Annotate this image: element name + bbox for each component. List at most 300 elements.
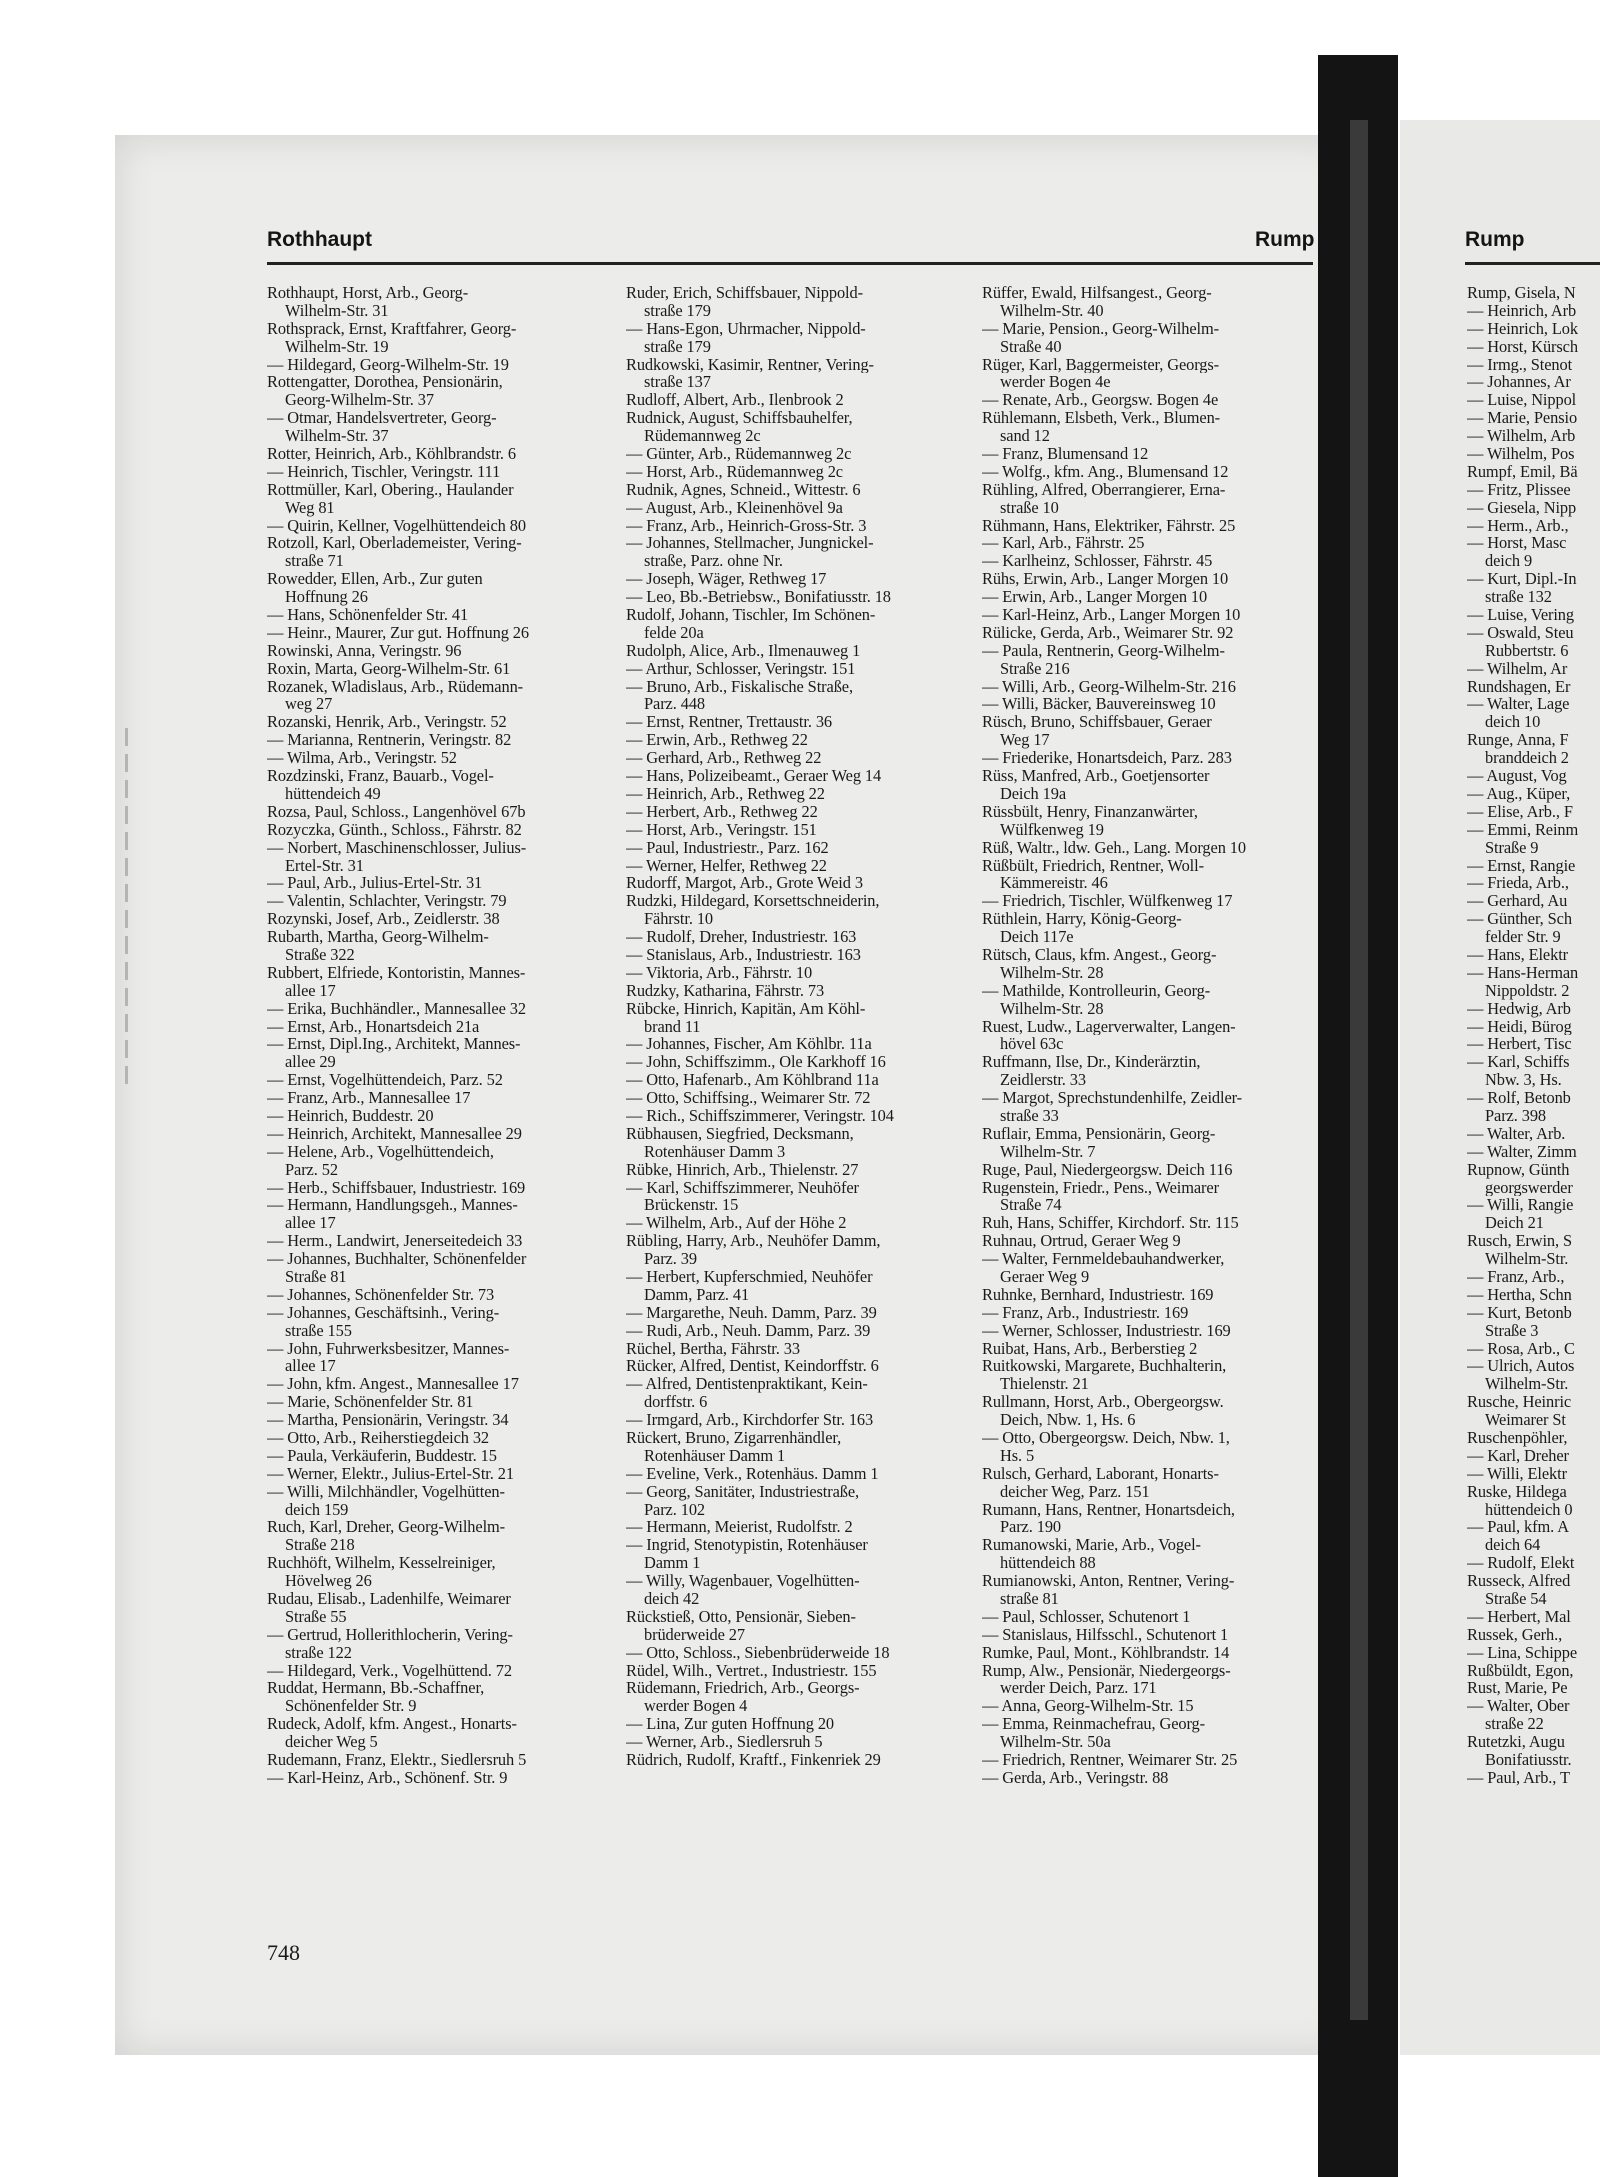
directory-entry-line: Russeck, Alfred xyxy=(1467,1572,1571,1591)
directory-entry-line: Wülfkenweg 19 xyxy=(1000,820,1104,839)
directory-entry-line: — Eveline, Verk., Rotenhäus. Damm 1 xyxy=(626,1464,879,1483)
directory-entry-line: — Ernst, Dipl.Ing., Architekt, Mannes- xyxy=(267,1035,521,1054)
directory-entry-line: Deich 117e xyxy=(1000,928,1074,946)
directory-entry-line: — Ernst, Arb., Honartsdeich 21a xyxy=(267,1017,480,1036)
directory-entry-line: — Horst, Masc xyxy=(1467,534,1567,553)
directory-entry-line: straße 155 xyxy=(285,1321,352,1340)
directory-entry-line: — Hans-Herman xyxy=(1467,963,1579,982)
directory-entry-line: — Hans, Schönenfelder Str. 41 xyxy=(267,606,469,624)
directory-entry-line: Wilhelm-Str. 28 xyxy=(1000,999,1104,1018)
directory-entry-line: Rüss, Manfred, Arb., Goetjensorter xyxy=(982,767,1210,785)
directory-entry-line: Georg-Wilhelm-Str. 37 xyxy=(285,391,434,410)
directory-entry-line: — Herbert, Tisc xyxy=(1467,1035,1572,1054)
directory-entry-line: — Johannes, Schönenfelder Str. 73 xyxy=(267,1285,495,1304)
page-number: 748 xyxy=(267,1940,300,1965)
directory-entry-line: straße 10 xyxy=(1000,498,1059,517)
directory-entry-line: — Arthur, Schlosser, Veringstr. 151 xyxy=(626,659,856,678)
directory-entry-line: — Giesela, Nipp xyxy=(1467,498,1577,517)
directory-entry-line: werder Bogen 4e xyxy=(1000,373,1111,392)
directory-entry-line: Hoffnung 26 xyxy=(285,588,368,607)
directory-entry-line: Wilhelm-Str. 28 xyxy=(1000,963,1104,982)
directory-entry-line: Rüffer, Ewald, Hilfsangest., Georg- xyxy=(982,284,1212,302)
directory-entry-line: — Ernst, Vogelhüttendeich, Parz. 52 xyxy=(267,1071,503,1090)
directory-entry-line: Rubbertstr. 6 xyxy=(1485,641,1569,660)
directory-entry-line: Rüdemann, Friedrich, Arb., Georgs- xyxy=(626,1679,860,1698)
directory-entry-line: straße 179 xyxy=(644,301,711,320)
directory-entry-line: — Otto, Schiffsing., Weimarer Str. 72 xyxy=(626,1089,871,1107)
directory-entry-line: Rumann, Hans, Rentner, Honartsdeich, xyxy=(982,1500,1235,1519)
directory-entry-line: — Rudi, Arb., Neuh. Damm, Parz. 39 xyxy=(626,1321,871,1340)
directory-entry-line: Rußbüldt, Egon, xyxy=(1467,1661,1574,1680)
directory-entry-line: Hs. 5 xyxy=(1000,1446,1035,1465)
directory-entry-line: Straße 3 xyxy=(1485,1321,1539,1340)
directory-entry-line: Rotenhäuser Damm 1 xyxy=(644,1446,786,1465)
directory-entry-line: — Willi, Arb., Georg-Wilhelm-Str. 216 xyxy=(982,677,1236,696)
directory-entry-line: — Paul, kfm. A xyxy=(1467,1518,1569,1537)
directory-entry-line: Rudnick, August, Schiffsbauhelfer, xyxy=(626,409,853,428)
directory-entry-line: — Heinr., Maurer, Zur gut. Hoffnung 26 xyxy=(267,623,529,642)
directory-entry-line: — Otmar, Handelsvertreter, Georg- xyxy=(267,409,497,428)
directory-entry-line: Rudloff, Albert, Arb., Ilenbrook 2 xyxy=(626,391,844,410)
directory-entry-line: — Horst, Arb., Veringstr. 151 xyxy=(626,820,817,839)
directory-entry-line: straße 137 xyxy=(644,373,711,392)
directory-entry-line: — Franz, Arb., Mannesallee 17 xyxy=(267,1089,471,1107)
directory-entry-line: — Renate, Arb., Georgsw. Bogen 4e xyxy=(982,391,1219,410)
directory-entry-line: — Paul, Arb., Julius-Ertel-Str. 31 xyxy=(267,874,483,893)
directory-column-3 xyxy=(982,284,1318,1787)
directory-entry-line: Rüthlein, Harry, König-Georg- xyxy=(982,910,1182,929)
directory-entry-line: deich 159 xyxy=(285,1500,349,1519)
directory-entry-line: Parz. 39 xyxy=(644,1250,697,1268)
directory-entry-line: — Johannes, Stellmacher, Jungnickel- xyxy=(626,534,874,553)
directory-entry-line: werder Deich, Parz. 171 xyxy=(1000,1679,1157,1698)
directory-entry-line: Rozsa, Paul, Schloss., Langenhövel 67b xyxy=(267,802,526,821)
directory-entry-line: — Marie, Pension., Georg-Wilhelm- xyxy=(982,319,1219,338)
directory-entry-line: Ruge, Paul, Niedergeorgsw. Deich 116 xyxy=(982,1160,1233,1179)
directory-entry-line: Rüchel, Bertha, Fährstr. 33 xyxy=(626,1339,800,1358)
directory-entry-line: — Marie, Pensio xyxy=(1467,409,1578,428)
directory-entry-line: Straße 9 xyxy=(1485,838,1539,857)
directory-entry-line: — Paul, Schlosser, Schutenort 1 xyxy=(982,1607,1191,1626)
directory-entry-line: — Gertrud, Hollerithlocherin, Vering- xyxy=(267,1625,513,1644)
directory-entry-line: — Herm., Landwirt, Jenerseitedeich 33 xyxy=(267,1232,523,1251)
directory-entry-line: — Gerhard, Au xyxy=(1467,892,1568,911)
directory-entry-line: — Erwin, Arb., Langer Morgen 10 xyxy=(982,588,1208,607)
directory-entry-line: — Hans, Polizeibeamt., Geraer Weg 14 xyxy=(626,767,882,785)
directory-entry-line: straße 22 xyxy=(1485,1715,1544,1734)
directory-entry-line: Ruder, Erich, Schiffsbauer, Nippold- xyxy=(626,284,863,302)
directory-entry-line: Rüsch, Bruno, Schiffsbauer, Geraer xyxy=(982,713,1212,732)
directory-entry-line: — Günther, Sch xyxy=(1467,910,1572,929)
directory-entry-line: — Wilhelm, Arb., Auf der Höhe 2 xyxy=(626,1214,847,1233)
directory-entry-line: allee 17 xyxy=(285,981,336,1000)
directory-entry-line: — Luise, Vering xyxy=(1467,606,1574,624)
directory-entry-line: Straße 322 xyxy=(285,945,355,964)
directory-entry-line: — Werner, Arb., Siedlersruh 5 xyxy=(626,1733,823,1752)
directory-entry-line: Damm, Parz. 41 xyxy=(644,1285,750,1304)
directory-entry-line: Straße 74 xyxy=(1000,1196,1062,1215)
directory-entry-line: Wilhelm-Str. xyxy=(1485,1375,1569,1394)
directory-entry-line: Parz. 102 xyxy=(644,1500,706,1519)
directory-entry-line: — Wilma, Arb., Veringstr. 52 xyxy=(267,749,457,768)
directory-entry-line: Rühs, Erwin, Arb., Langer Morgen 10 xyxy=(982,570,1229,589)
directory-entry-line: Rozanski, Henrik, Arb., Veringstr. 52 xyxy=(267,713,507,732)
directory-column-adjacent xyxy=(1467,284,1600,1787)
directory-entry-line: — Herbert, Kupferschmied, Neuhöfer xyxy=(626,1267,873,1286)
directory-entry-line: Rusche, Heinric xyxy=(1467,1393,1572,1412)
directory-entry-line: Rudzki, Hildegard, Korsettschneiderin, xyxy=(626,892,880,911)
directory-entry-line: — Ernst, Rangie xyxy=(1467,856,1576,875)
directory-entry-line: Rutetzki, Augu xyxy=(1467,1733,1565,1752)
directory-entry-line: — Bruno, Arb., Fiskalische Straße, xyxy=(626,677,853,696)
directory-entry-line: Rüdrich, Rudolf, Kraftf., Finkenriek 29 xyxy=(626,1751,881,1769)
adjacent-header-rule xyxy=(1465,262,1600,265)
directory-entry-line: Weimarer St xyxy=(1485,1411,1566,1429)
directory-entry-line: — Wilhelm, Ar xyxy=(1467,659,1568,678)
directory-entry-line: brüderweide 27 xyxy=(644,1625,746,1644)
directory-entry-line: Zeidlerstr. 33 xyxy=(1000,1071,1086,1090)
directory-entry-line: — Otto, Schloss., Siebenbrüderweide 18 xyxy=(626,1643,890,1662)
directory-entry-line: deich 9 xyxy=(1485,552,1533,571)
directory-entry-line: — Hermann, Meierist, Rudolfstr. 2 xyxy=(626,1518,853,1537)
directory-entry-line: Rudau, Elisab., Ladenhilfe, Weimarer xyxy=(267,1590,511,1608)
directory-entry-line: — Rudolf, Dreher, Industriestr. 163 xyxy=(626,928,857,946)
directory-entry-line: Nbw. 3, Hs. xyxy=(1485,1071,1562,1090)
directory-entry-line: — Friedrich, Rentner, Weimarer Str. 25 xyxy=(982,1751,1238,1769)
directory-entry-line: branddeich 2 xyxy=(1485,749,1569,768)
directory-entry-line: Straße 81 xyxy=(285,1267,347,1286)
directory-entry-line: felde 20a xyxy=(644,623,704,642)
directory-entry-line: Rotzoll, Karl, Oberlademeister, Vering- xyxy=(267,534,522,553)
directory-entry-line: deicher Weg 5 xyxy=(285,1733,378,1752)
header-rule xyxy=(267,262,1313,265)
directory-entry-line: — August, Arb., Kleinenhövel 9a xyxy=(626,498,843,517)
directory-entry-line: Rusch, Erwin, S xyxy=(1467,1232,1573,1251)
directory-entry-line: Wilhelm-Str. 40 xyxy=(1000,301,1104,320)
directory-entry-line: Weg 81 xyxy=(285,498,335,517)
directory-entry-line: Straße 216 xyxy=(1000,659,1070,678)
directory-entry-line: Rothhaupt, Horst, Arb., Georg- xyxy=(267,284,469,302)
directory-entry-line: — Oswald, Steu xyxy=(1467,623,1574,642)
directory-entry-line: Ruh, Hans, Schiffer, Kirchdorf. Str. 115 xyxy=(982,1214,1239,1233)
directory-entry-line: — Werner, Schlosser, Industriestr. 169 xyxy=(982,1321,1231,1340)
directory-entry-line: — Margarethe, Neuh. Damm, Parz. 39 xyxy=(626,1303,877,1322)
directory-entry-line: — Heinrich, Lok xyxy=(1467,319,1578,338)
directory-entry-line: — Rosa, Arb., C xyxy=(1467,1339,1575,1358)
directory-entry-line: — Willy, Wagenbauer, Vogelhütten- xyxy=(626,1572,860,1591)
directory-entry-line: — Otto, Arb., Reiherstiegdeich 32 xyxy=(267,1429,490,1447)
directory-entry-line: Parz. 448 xyxy=(644,695,706,714)
directory-entry-line: Rowinski, Anna, Veringstr. 96 xyxy=(267,641,462,660)
directory-entry-line: hüttendeich 88 xyxy=(1000,1554,1096,1573)
directory-entry-line: straße, Parz. ohne Nr. xyxy=(644,552,783,571)
directory-entry-line: Rumke, Paul, Mont., Köhlbrandstr. 14 xyxy=(982,1643,1230,1662)
directory-entry-line: Damm 1 xyxy=(644,1554,701,1573)
directory-entry-line: Ruflair, Emma, Pensionärin, Georg- xyxy=(982,1124,1216,1143)
directory-entry-line: Rump, Alw., Pensionär, Niedergeorgs- xyxy=(982,1661,1231,1680)
directory-entry-line: Rump, Gisela, N xyxy=(1467,284,1576,302)
directory-entry-line: straße 122 xyxy=(285,1643,352,1662)
directory-entry-line: — Stanislaus, Hilfsschl., Schutenort 1 xyxy=(982,1625,1229,1644)
directory-entry-line: Roxin, Marta, Georg-Wilhelm-Str. 61 xyxy=(267,659,511,678)
directory-entry-line: — Lina, Schippe xyxy=(1467,1643,1578,1662)
directory-entry-line: Ruch, Karl, Dreher, Georg-Wilhelm- xyxy=(267,1518,506,1537)
directory-entry-line: Rücker, Alfred, Dentist, Keindorffstr. 6 xyxy=(626,1357,879,1376)
directory-entry-line: Rupnow, Günth xyxy=(1467,1160,1570,1179)
directory-entry-line: Rumpf, Emil, Bä xyxy=(1467,462,1578,481)
directory-entry-line: Brückenstr. 15 xyxy=(644,1196,739,1215)
directory-entry-line: Ruchhöft, Wilhelm, Kesselreiniger, xyxy=(267,1554,496,1573)
directory-entry-line: Bonifatiusstr. xyxy=(1485,1751,1572,1769)
directory-entry-line: Rozdzinski, Franz, Bauarb., Vogel- xyxy=(267,767,494,785)
directory-entry-line: Rubbert, Elfriede, Kontoristin, Mannes- xyxy=(267,963,526,982)
directory-entry-line: — Walter, Zimm xyxy=(1467,1142,1577,1161)
directory-entry-line: — Johannes, Ar xyxy=(1467,373,1571,392)
directory-entry-line: — Günter, Arb., Rüdemannweg 2c xyxy=(626,445,852,463)
directory-entry-line: — Johannes, Fischer, Am Köhlbr. 11a xyxy=(626,1035,872,1054)
directory-entry-line: Wilhelm-Str. 37 xyxy=(285,427,389,446)
directory-entry-line: Geraer Weg 9 xyxy=(1000,1267,1090,1286)
directory-entry-line: dorffstr. 6 xyxy=(644,1393,708,1412)
directory-entry-line: — Franz, Arb., Industriestr. 169 xyxy=(982,1303,1189,1322)
directory-entry-line: — Karl-Heinz, Arb., Langer Morgen 10 xyxy=(982,606,1241,624)
directory-entry-line: — August, Vog xyxy=(1467,767,1567,785)
directory-entry-line: Schönenfelder Str. 9 xyxy=(285,1697,417,1716)
directory-entry-line: Rust, Marie, Pe xyxy=(1467,1679,1568,1698)
directory-entry-line: Ruschenpöhler, xyxy=(1467,1429,1568,1447)
directory-entry-line: — Heinrich, Architekt, Mannesallee 29 xyxy=(267,1124,522,1143)
directory-entry-line: — Karl, Schiffszimmerer, Neuhöfer xyxy=(626,1178,859,1197)
directory-entry-line: — Frieda, Arb., xyxy=(1467,874,1569,893)
directory-entry-line: — Fritz, Plissee xyxy=(1467,480,1571,499)
directory-entry-line: Rudkowski, Kasimir, Rentner, Vering- xyxy=(626,355,874,374)
directory-entry-line: Wilhelm-Str. 50a xyxy=(1000,1733,1111,1752)
directory-entry-line: — Karl, Arb., Fährstr. 25 xyxy=(982,534,1145,553)
directory-entry-line: — Georg, Sanitäter, Industriestraße, xyxy=(626,1482,860,1501)
directory-entry-line: — Johannes, Geschäftsinh., Vering- xyxy=(267,1303,500,1322)
directory-entry-line: Ruske, Hildega xyxy=(1467,1482,1567,1501)
directory-entry-line: — Karl, Dreher xyxy=(1467,1446,1569,1465)
directory-entry-line: — Wilhelm, Arb xyxy=(1467,427,1576,446)
directory-entry-line: Rudemann, Franz, Elektr., Siedlersruh 5 xyxy=(267,1751,527,1769)
directory-entry-line: Rübhausen, Siegfried, Decksmann, xyxy=(626,1124,854,1143)
directory-entry-line: — Hans-Egon, Uhrmacher, Nippold- xyxy=(626,319,866,338)
directory-entry-line: — Walter, Ober xyxy=(1467,1697,1570,1716)
directory-entry-line: Rotter, Heinrich, Arb., Köhlbrandstr. 6 xyxy=(267,445,517,463)
directory-entry-line: hövel 63c xyxy=(1000,1035,1064,1054)
directory-entry-line: georgswerder xyxy=(1485,1178,1573,1197)
directory-entry-line: Nippoldstr. 2 xyxy=(1485,981,1570,1000)
directory-entry-line: Deich 19a xyxy=(1000,784,1066,803)
directory-entry-line: — Irmgard, Arb., Kirchdorfer Str. 163 xyxy=(626,1411,874,1429)
directory-entry-line: Rudorff, Margot, Arb., Grote Weid 3 xyxy=(626,874,863,893)
directory-entry-line: — Marie, Schönenfelder Str. 81 xyxy=(267,1393,474,1412)
directory-entry-line: Rozynski, Josef, Arb., Zeidlerstr. 38 xyxy=(267,910,500,929)
directory-entry-line: Wilhelm-Str. 19 xyxy=(285,337,389,356)
directory-entry-line: — Willi, Rangie xyxy=(1467,1196,1574,1215)
directory-entry-line: — Hildegard, Georg-Wilhelm-Str. 19 xyxy=(267,355,509,374)
directory-entry-line: Rudolph, Alice, Arb., Ilmenauweg 1 xyxy=(626,641,861,660)
directory-column-2 xyxy=(626,284,960,1769)
directory-entry-line: — Emma, Reinmachefrau, Georg- xyxy=(982,1715,1205,1734)
directory-entry-line: sand 12 xyxy=(1000,427,1050,446)
directory-entry-line: Weg 17 xyxy=(1000,731,1050,750)
directory-entry-line: Runge, Anna, F xyxy=(1467,731,1569,750)
directory-entry-line: — Rudolf, Elekt xyxy=(1467,1554,1575,1573)
directory-entry-line: Rullmann, Horst, Arb., Obergeorgsw. xyxy=(982,1393,1224,1412)
directory-entry-line: — Kurt, Betonb xyxy=(1467,1303,1572,1322)
directory-entry-line: Rottmüller, Karl, Obering., Haulander xyxy=(267,480,514,499)
directory-entry-line: — Walter, Arb. xyxy=(1467,1124,1566,1143)
directory-entry-line: — Gerhard, Arb., Rethweg 22 xyxy=(626,749,822,768)
directory-entry-line: — Aug., Küper, xyxy=(1467,784,1571,803)
directory-entry-line: — Otto, Obergeorgsw. Deich, Nbw. 1, xyxy=(982,1429,1230,1447)
directory-entry-line: Rübcke, Hinrich, Kapitän, Am Köhl- xyxy=(626,999,866,1018)
directory-entry-line: Rumianowski, Anton, Rentner, Vering- xyxy=(982,1572,1235,1591)
directory-entry-line: deich 64 xyxy=(1485,1536,1541,1555)
directory-entry-line: Ertel-Str. 31 xyxy=(285,856,364,875)
directory-entry-line: weg 27 xyxy=(285,695,333,714)
directory-entry-line: Straße 54 xyxy=(1485,1590,1547,1608)
directory-entry-line: Rudnik, Agnes, Schneid., Wittestr. 6 xyxy=(626,480,861,499)
directory-entry-line: — Hedwig, Arb xyxy=(1467,999,1571,1018)
directory-entry-line: Rozanek, Wladislaus, Arb., Rüdemann- xyxy=(267,677,524,696)
directory-entry-line: — Heinrich, Arb., Rethweg 22 xyxy=(626,784,825,803)
directory-entry-line: — Willi, Bäcker, Bauvereinsweg 10 xyxy=(982,695,1216,714)
adjacent-page-header: Rump xyxy=(1465,228,1525,251)
directory-entry-line: Rütsch, Claus, kfm. Angest., Georg- xyxy=(982,945,1217,964)
running-header-left: Rothhaupt xyxy=(267,228,372,251)
directory-entry-line: — Horst, Kürsch xyxy=(1467,337,1578,356)
directory-entry-line: Ruhnau, Ortrud, Geraer Weg 9 xyxy=(982,1232,1181,1251)
directory-entry-line: — Friedrich, Tischler, Wülfkenweg 17 xyxy=(982,892,1233,911)
directory-entry-line: straße 132 xyxy=(1485,588,1552,607)
directory-entry-line: Fährstr. 10 xyxy=(644,910,714,929)
directory-entry-line: Rühling, Alfred, Oberrangierer, Erna- xyxy=(982,480,1226,499)
directory-entry-line: — Karlheinz, Schlosser, Fährstr. 45 xyxy=(982,552,1213,571)
directory-entry-line: hüttendeich 0 xyxy=(1485,1500,1573,1519)
directory-entry-line: — Valentin, Schlachter, Veringstr. 79 xyxy=(267,892,507,911)
directory-entry-line: Rugenstein, Friedr., Pens., Weimarer xyxy=(982,1178,1219,1197)
directory-entry-line: — Mathilde, Kontrolleurin, Georg- xyxy=(982,981,1211,1000)
directory-entry-line: — Herb., Schiffsbauer, Industriestr. 169 xyxy=(267,1178,526,1197)
directory-entry-line: felder Str. 9 xyxy=(1485,928,1561,946)
directory-entry-line: Rüßbült, Friedrich, Rentner, Woll- xyxy=(982,856,1204,875)
directory-entry-line: Rüdel, Wilh., Vertret., Industriestr. 155 xyxy=(626,1661,877,1680)
directory-entry-line: Rottengatter, Dorothea, Pensionärin, xyxy=(267,373,503,392)
directory-entry-line: — Heinrich, Tischler, Veringstr. 111 xyxy=(267,462,501,481)
directory-entry-line: — Herbert, Arb., Rethweg 22 xyxy=(626,802,818,821)
directory-entry-line: Rudeck, Adolf, kfm. Angest., Honarts- xyxy=(267,1715,517,1734)
directory-entry-line: Parz. 52 xyxy=(285,1160,338,1179)
directory-column-1 xyxy=(267,284,600,1787)
directory-entry-line: Rubarth, Martha, Georg-Wilhelm- xyxy=(267,928,489,946)
directory-entry-line: Rumanowski, Marie, Arb., Vogel- xyxy=(982,1536,1201,1555)
directory-entry-line: werder Bogen 4 xyxy=(644,1697,748,1716)
directory-entry-line: — Margot, Sprechstundenhilfe, Zeidler- xyxy=(982,1089,1243,1107)
directory-entry-line: Rühlemann, Elsbeth, Verk., Blumen- xyxy=(982,409,1221,428)
directory-entry-line: straße 179 xyxy=(644,337,711,356)
directory-entry-line: Ruitkowski, Margarete, Buchhalterin, xyxy=(982,1357,1227,1376)
directory-entry-line: — Franz, Arb., xyxy=(1467,1267,1565,1286)
directory-entry-line: — Kurt, Dipl.-In xyxy=(1467,570,1577,589)
directory-entry-line: — John, Schiffszimm., Ole Karkhoff 16 xyxy=(626,1053,886,1072)
directory-entry-line: Rudolf, Johann, Tischler, Im Schönen- xyxy=(626,606,876,624)
directory-entry-line: Rübling, Harry, Arb., Neuhöfer Damm, xyxy=(626,1232,881,1251)
directory-entry-line: — Karl, Schiffs xyxy=(1467,1053,1570,1072)
directory-entry-line: Rothsprack, Ernst, Kraftfahrer, Georg- xyxy=(267,319,517,338)
directory-entry-line: allee 29 xyxy=(285,1053,336,1072)
directory-entry-line: — Heinrich, Arb xyxy=(1467,301,1577,320)
directory-entry-line: — Franz, Arb., Heinrich-Gross-Str. 3 xyxy=(626,516,867,535)
directory-entry-line: hüttendeich 49 xyxy=(285,784,381,803)
directory-entry-line: — Leo, Bb.-Betriebsw., Bonifatiusstr. 18 xyxy=(626,588,891,607)
directory-entry-line: — Erika, Buchhändler., Mannesallee 32 xyxy=(267,999,526,1018)
directory-entry-line: Rudzky, Katharina, Fährstr. 73 xyxy=(626,981,825,1000)
directory-entry-line: deicher Weg, Parz. 151 xyxy=(1000,1482,1150,1501)
directory-entry-line: Hövelweg 26 xyxy=(285,1572,372,1591)
directory-entry-line: Kämmereistr. 46 xyxy=(1000,874,1108,893)
directory-entry-line: — Ingrid, Stenotypistin, Rotenhäuser xyxy=(626,1536,868,1555)
directory-entry-line: — Hertha, Schn xyxy=(1467,1285,1572,1304)
directory-entry-line: — Gerda, Arb., Veringstr. 88 xyxy=(982,1768,1169,1787)
directory-entry-line: Rüssbült, Henry, Finanzanwärter, xyxy=(982,802,1198,821)
directory-entry-line: — Paula, Verkäuferin, Buddestr. 15 xyxy=(267,1446,497,1465)
directory-entry-line: — Hans, Elektr xyxy=(1467,945,1569,964)
directory-entry-line: Straße 218 xyxy=(285,1536,355,1555)
directory-entry-line: — Ernst, Rentner, Trettaustr. 36 xyxy=(626,713,833,732)
directory-entry-line: — Luise, Nippol xyxy=(1467,391,1577,410)
directory-entry-line: Deich, Nbw. 1, Hs. 6 xyxy=(1000,1411,1136,1429)
directory-entry-line: — Rich., Schiffszimmerer, Veringstr. 104 xyxy=(626,1106,894,1125)
directory-entry-line: — Walter, Lage xyxy=(1467,695,1570,714)
directory-entry-line: Rundshagen, Er xyxy=(1467,677,1571,696)
directory-entry-line: Ruffmann, Ilse, Dr., Kinderärztin, xyxy=(982,1053,1201,1072)
directory-entry-line: — John, Fuhrwerksbesitzer, Mannes- xyxy=(267,1339,510,1358)
directory-entry-line: — Heinrich, Buddestr. 20 xyxy=(267,1106,434,1125)
directory-entry-line: — Martha, Pensionärin, Veringstr. 34 xyxy=(267,1411,509,1429)
directory-entry-line: — Werner, Helfer, Rethweg 22 xyxy=(626,856,827,875)
directory-entry-line: Ruddat, Hermann, Bb.-Schaffner, xyxy=(267,1679,485,1698)
directory-entry-line: Ruhnke, Bernhard, Industriestr. 169 xyxy=(982,1285,1214,1304)
directory-entry-line: Rozyczka, Günth., Schloss., Fährstr. 82 xyxy=(267,820,522,839)
directory-entry-line: — Horst, Arb., Rüdemannweg 2c xyxy=(626,462,843,481)
directory-entry-line: — Erwin, Arb., Rethweg 22 xyxy=(626,731,808,750)
directory-entry-line: deich 10 xyxy=(1485,713,1541,732)
directory-entry-line: — Rolf, Betonb xyxy=(1467,1089,1571,1107)
directory-entry-line: — Wolfg., kfm. Ang., Blumensand 12 xyxy=(982,462,1229,481)
directory-entry-line: — Anna, Georg-Wilhelm-Str. 15 xyxy=(982,1697,1194,1716)
directory-entry-line: Rüß, Waltr., ldw. Geh., Lang. Morgen 10 xyxy=(982,838,1246,857)
directory-entry-line: — Stanislaus, Arb., Industriestr. 163 xyxy=(626,945,861,964)
directory-entry-line: — Willi, Milchhändler, Vogelhütten- xyxy=(267,1482,505,1501)
directory-entry-line: Rückert, Bruno, Zigarrenhändler, xyxy=(626,1429,842,1447)
directory-entry-line: — Heidi, Bürog xyxy=(1467,1017,1572,1036)
directory-entry-line: — Paula, Rentnerin, Georg-Wilhelm- xyxy=(982,641,1225,660)
directory-entry-line: Wilhelm-Str. 7 xyxy=(1000,1142,1096,1161)
spine-gap xyxy=(1350,120,1368,2020)
directory-entry-line: Rüger, Karl, Baggermeister, Georgs- xyxy=(982,355,1220,374)
directory-entry-line: Rübke, Hinrich, Arb., Thielenstr. 27 xyxy=(626,1160,859,1179)
directory-entry-line: straße 81 xyxy=(1000,1590,1059,1608)
directory-entry-line: — Walter, Fernmeldebauhandwerker, xyxy=(982,1250,1225,1268)
directory-entry-line: — Paul, Arb., T xyxy=(1467,1768,1570,1787)
directory-entry-line: — Lina, Zur guten Hoffnung 20 xyxy=(626,1715,835,1734)
directory-entry-line: — Norbert, Maschinenschlosser, Julius- xyxy=(267,838,527,857)
directory-entry-line: — Franz, Blumensand 12 xyxy=(982,445,1149,463)
directory-entry-line: — Marianna, Rentnerin, Veringstr. 82 xyxy=(267,731,512,750)
directory-entry-line: Rückstieß, Otto, Pensionär, Sieben- xyxy=(626,1607,856,1626)
